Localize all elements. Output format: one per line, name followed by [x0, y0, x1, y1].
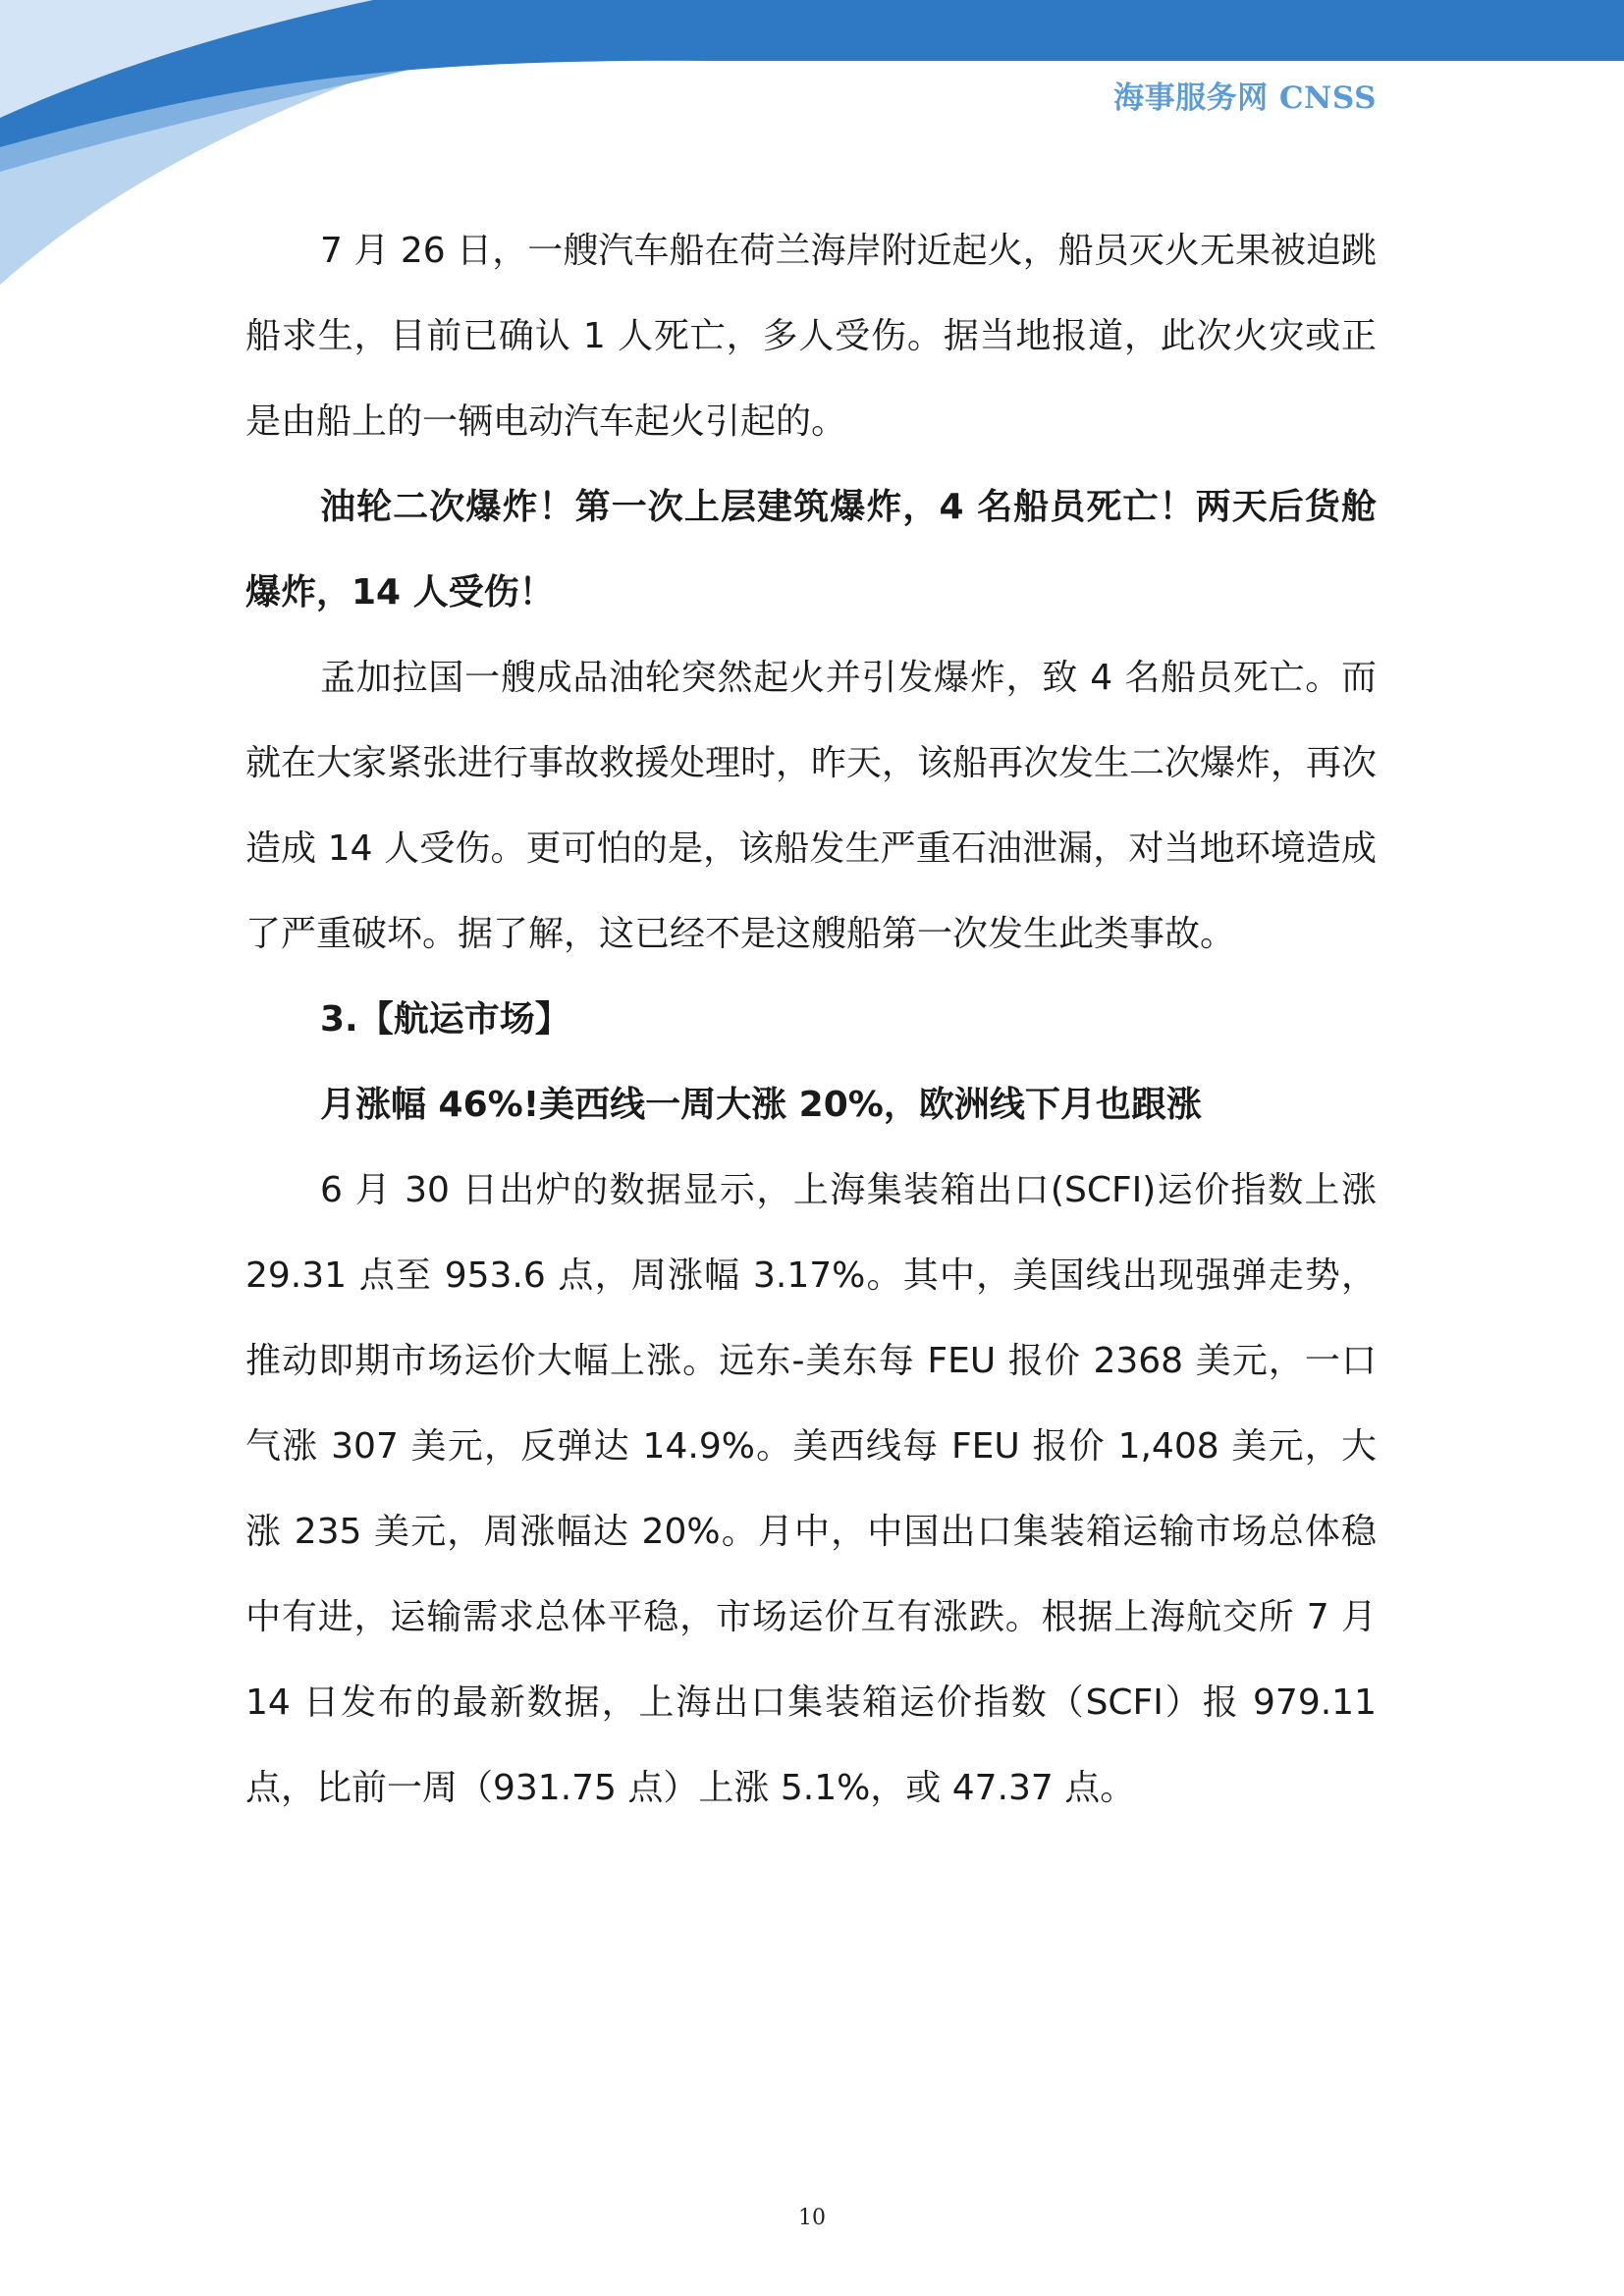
- heading-freight-rates: 月涨幅 46%!美西线一周大涨 20%，欧洲线下月也跟涨: [320, 1085, 1202, 1125]
- paragraph-car-carrier-fire: 7 月 26 日，一艘汽车船在荷兰海岸附近起火，船员灭火无果被迫跳船求生，目前已确认 1 人死亡，多人受伤。据当地报道，此次火灾或正是由船上的一辆电动汽车起火引起的。: [245, 231, 1377, 442]
- paragraph-tanker-explosion: 孟加拉国一艘成品油轮突然起火并引发爆炸，致 4 名船员死亡。而就在大家紧张进行事故救援处理时，昨天，该船再次发生二次爆炸，再次造成 14 人受伤。更可怕的是，该船发生严重石油泄漏，对当地环境造成了严重破坏。据了解，这已经不是这艘船第一次发生此类事故。: [245, 658, 1378, 954]
- heading-tanker-explosion: 油轮二次爆炸！第一次上层建筑爆炸，4 名船员死亡！两天后货舱爆炸，14 人受伤！: [245, 487, 1377, 613]
- brand-logo-text: 海事服务网 CNSS: [1113, 80, 1377, 116]
- paragraph-freight-rates: 6 月 30 日出炉的数据显示，上海集装箱出口(SCFI)运价指数上涨 29.31 点至 953.6 点，周涨幅 3.17%。其中，美国线出现强弹走势，推动即期市场运价大幅上涨。远东-美东每 FEU 报价 2368 美元，一口气涨 307 美元，反弹达 14.9%。美西线每 FEU 报价 1,408 美元，大涨 235 美元，周涨幅达 20%。月中，中国出口集装箱运输市场总体稳中有进，运输需求总体平稳，市场运价互有涨跌。根据上海航交所 7 月 14 日发布的最新数据，上海出口集装箱运价指数（SCFI）报 979.11 点，比前一周（931.75 点）上涨 5.1%，或 47.37 点。: [245, 1170, 1377, 1808]
- section-heading-shipping-market: 3.【航运市场】: [320, 999, 570, 1040]
- page-number: 10: [798, 2206, 826, 2230]
- article-body: [245, 208, 1377, 1831]
